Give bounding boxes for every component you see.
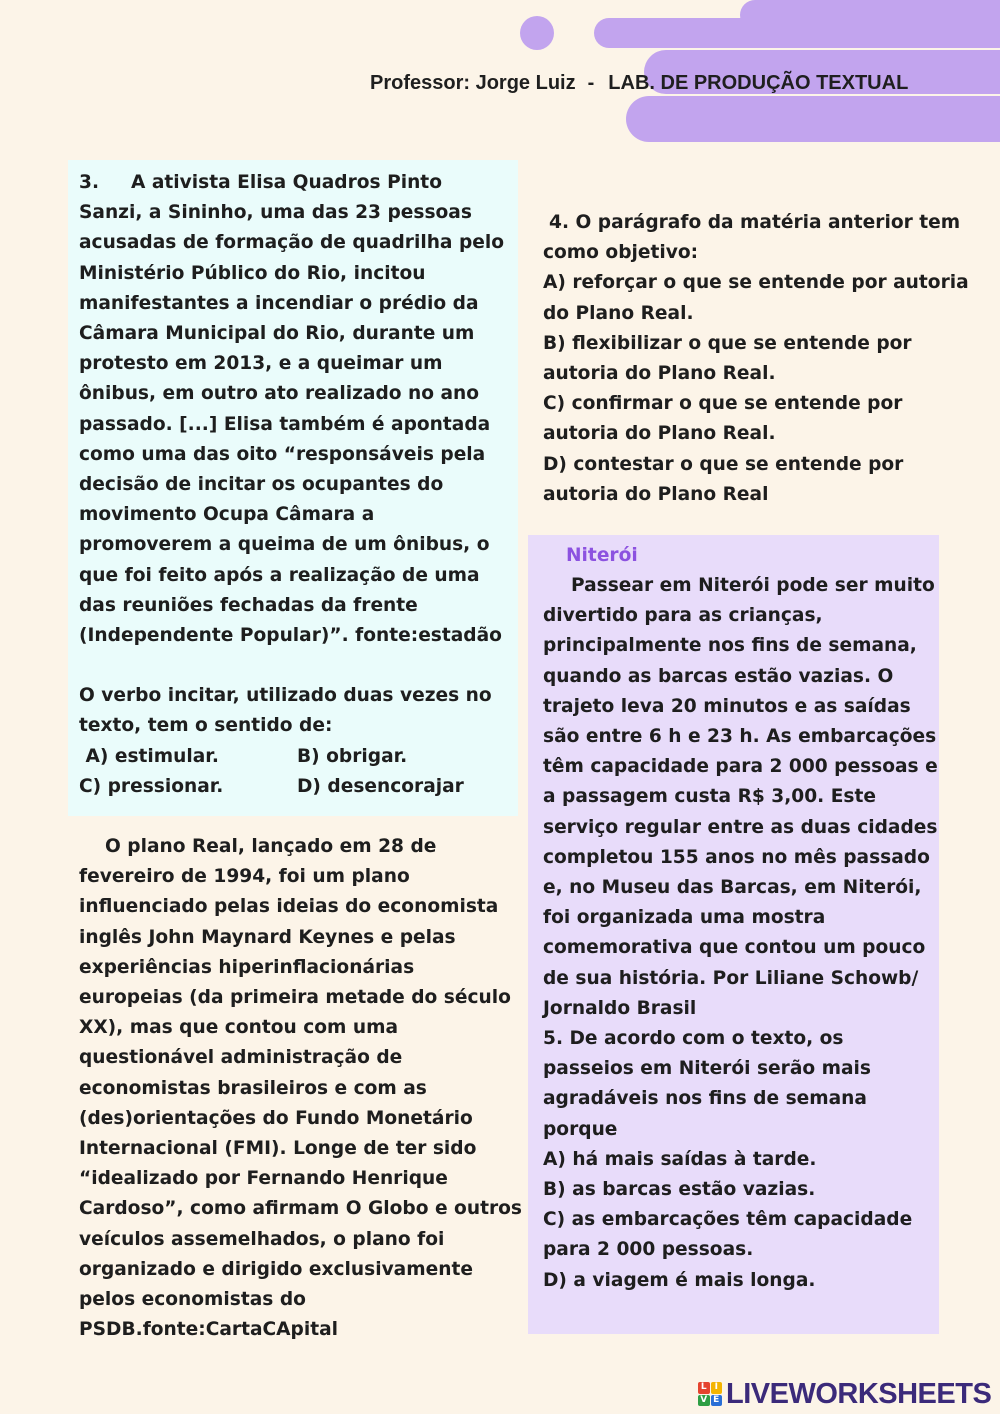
option-b[interactable]: B) obrigar.: [297, 745, 408, 767]
liveworksheets-logo[interactable]: [698, 1377, 992, 1410]
question-5-option-d[interactable]: D) a viagem é mais longa.: [543, 1269, 816, 1291]
question-3-box: [68, 160, 518, 816]
option-c[interactable]: C) pressionar.: [79, 775, 224, 797]
question-3-text-first: A ativista Elisa Quadros Pinto: [131, 172, 442, 193]
decor-pill: [740, 0, 1000, 30]
header-separator: -: [587, 72, 595, 94]
professor-name: Professor: Jorge Luiz: [370, 72, 576, 94]
logo-letter: E: [711, 1395, 723, 1407]
question-4-option-a[interactable]: A) reforçar o que se entende por autoria do Plano Real.: [543, 272, 969, 324]
logo-letter: I: [711, 1382, 723, 1394]
question-4-stem: 4. O parágrafo da matéria anterior tem como objetivo:: [543, 212, 961, 264]
question-4-option-d[interactable]: D) contestar o que se entende por autoria do Plano Real: [543, 453, 904, 505]
plano-real-paragraph: O plano Real, lançado em 28 de fevereiro de 1994, foi um plano influenciado pelas ideias do economista inglês John Maynard Keynes e pelas experiências hiperinflacionárias europeias (da primeira metade do século XX), mas que contou com uma questionável administração de economistas brasileiros e com as (des)orientações do Fundo Monetário Internacional (FMI). Longe de ter sido “idealizado por Fernando Henrique Cardoso”, como afirmam O Globo e outros veículos assemelhados, o plano foi organizado e dirigido exclusivamente pelos economistas do PSDB.fonte:CartaCApital: [79, 836, 522, 1341]
question-4-option-b[interactable]: B) flexibilizar o que se entende por autoria do Plano Real.: [543, 332, 912, 385]
decor-pill: [626, 96, 1000, 142]
liveworksheets-logo-icon: [698, 1382, 722, 1406]
logo-letter: L: [698, 1382, 710, 1394]
question-5-option-c[interactable]: C) as embarcações têm capacidade para 2 000 pessoas.: [543, 1209, 913, 1261]
logo-letter: V: [698, 1395, 710, 1407]
lab-title: LAB. DE PRODUÇÃO TEXTUAL: [608, 72, 909, 94]
question-3-text: [79, 168, 518, 198]
question-5-option-a[interactable]: A) há mais saídas à tarde.: [543, 1148, 817, 1170]
question-3-options-row-2: [79, 772, 518, 802]
decor-circle: [520, 16, 554, 50]
question-4-option-c[interactable]: C) confirmar o que se entende por autoria do Plano Real.: [543, 393, 903, 445]
question-3-text-rest: Sanzi, a Sininho, uma das 23 pessoas acusadas de formação de quadrilha pelo Ministério Público do Rio, incitou manifestantes a incendiar o prédio da Câmara Municipal do Rio, durante um protesto em 2013, e a queimar um ônibus, em outro ato realizado no ano passado. [...] Elisa também é apontada como uma das oito “responsáveis pela decisão de incitar os ocupantes do movimento Ocupa Câmara a promoverem a queima de um ônibus, o que foi feito após a realização de uma das reuniões fechadas da frente (Independente Popular)”. fonte:estadão: [79, 202, 505, 647]
page-header: [370, 72, 990, 95]
niteroi-text: Passear em Niterói pode ser muito divertido para as crianças, principalmente nos fins de semana, quando as barcas estão vazias. O trajeto leva 20 minutos e as saídas são entre 6 h e 23 h. As embarcações têm capacidade para 2 000 pessoas e a passagem custa R$ 3,00. Este serviço regular entre as duas cidades completou 155 anos no mês passado e, no Museu das Barcas, em Niterói, foi organizada uma mostra comemorativa que contou um pouco de sua história. Por Liliane Schowb/ Jornaldo Brasil: [543, 575, 938, 1019]
option-a[interactable]: A) estimular.: [79, 745, 219, 767]
question-5-stem: 5. De acordo com o texto, os passeios em Niterói serão mais agradáveis nos fins de semana porque: [543, 1028, 871, 1140]
question-4: [543, 208, 983, 510]
question-5-option-b[interactable]: B) as barcas estão vazias.: [543, 1179, 816, 1201]
niteroi-title: Niterói: [566, 545, 638, 566]
decor-circle: [962, 12, 992, 42]
question-3-prompt: O verbo incitar, utilizado duas vezes no texto, tem o sentido de:: [79, 685, 492, 737]
question-3-number: 3.: [79, 172, 100, 193]
niteroi-box: [528, 535, 939, 1334]
question-3-options-row-1: [79, 742, 518, 772]
option-d[interactable]: D) desencorajar: [297, 775, 464, 797]
liveworksheets-wordmark: LIVEWORKSHEETS: [726, 1377, 992, 1410]
